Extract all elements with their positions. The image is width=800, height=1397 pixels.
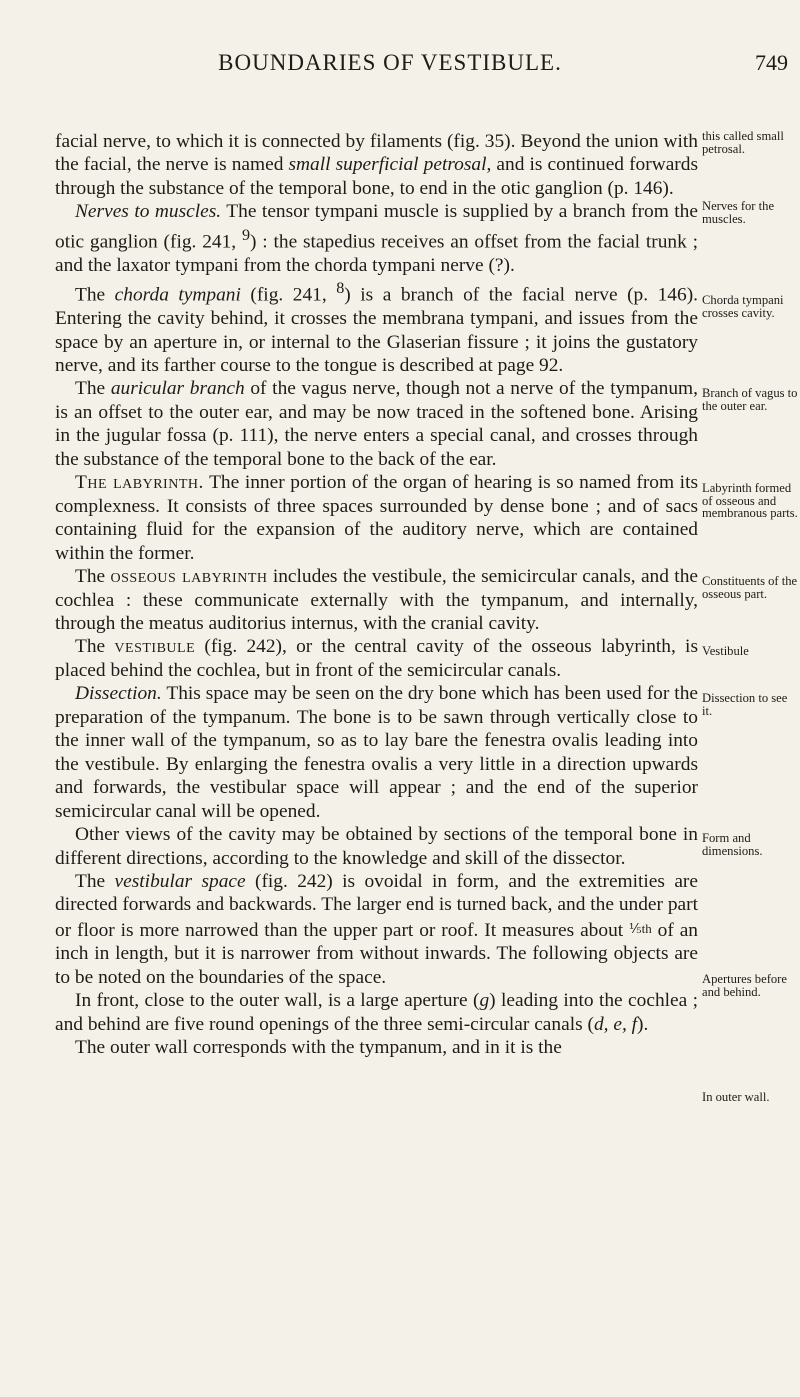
text-segment: chorda tympani — [114, 284, 241, 306]
text-segment: 9 — [241, 226, 251, 244]
text-segment: Other views of the cavity may be obtained by sections of the temporal bone in different directions, according to the knowledge and skill of the dissector. — [55, 824, 698, 869]
margin-note: Branch of vagus to the outer ear. — [702, 386, 798, 413]
running-head — [0, 50, 800, 80]
text-segment: This space may be seen on the dry bone which has been used for the preparation of the tympanum. The bone is to be sawn through vertically close to the inner wall of the tympanum, so as to lay bare the fenestra ovalis leading into the vestibule. By enlarging the fenestra ovalis a very little in a direction upwards and forwards, the vestibular space will appear ; and the end of the superior semicircular canal will be opened. — [55, 683, 698, 822]
text-segment: g — [479, 990, 490, 1012]
text-segment: of an inch in length, but it is narrower from without inwards. The following objects are to be noted on the boundaries of the space. — [55, 919, 698, 988]
text-segment: osseous labyrinth — [110, 566, 268, 588]
paragraph — [55, 277, 698, 377]
margin-note: Nerves for the muscles. — [702, 199, 775, 226]
paragraph — [55, 989, 698, 1036]
paragraph — [55, 870, 698, 989]
text-segment: , and is continued forwards through the substance of the temporal bone, to end in the otic ganglion (p. 146). — [55, 154, 698, 199]
text-segment: The tensor tympani muscle is supplied by a branch from the otic ganglion (fig. 241, — [55, 201, 698, 253]
running-title: BOUNDARIES OF VESTIBULE. — [218, 50, 562, 75]
margin-note: Form and dimensions. — [702, 831, 763, 858]
text-segment: ). — [637, 1013, 649, 1035]
paragraph — [55, 682, 698, 823]
text-segment: The outer wall corresponds with the tympanum, and in it is the — [75, 1037, 562, 1059]
margin-note: Vestibule — [702, 644, 749, 658]
paragraph — [55, 1036, 698, 1059]
text-segment: The — [75, 566, 111, 588]
text-segment: The labyrinth. — [75, 472, 204, 494]
text-segment: The — [75, 636, 115, 658]
margin-note: Dissection to see it. — [702, 691, 788, 718]
text-segment: (fig. 241, — [240, 284, 337, 306]
text-segment: includes the vestibule, the semicircular canals, and the cochlea : these communicate externally with the tympanum, and internally, through the meatus auditorius internus, with the cranial cavity. — [55, 566, 698, 634]
paragraph — [55, 130, 698, 200]
text-segment: small superficial petrosal — [288, 154, 487, 176]
text-segment: d, e, f — [593, 1013, 638, 1035]
text-segment: vestibular space — [114, 870, 246, 892]
text-segment: ) : the stapedius receives an offset from the facial trunk ; and the laxator tympani from the chorda tympani nerve (?). — [55, 231, 698, 276]
body-text — [55, 130, 698, 1060]
text-segment: The — [75, 378, 111, 400]
margin-note: this called small petrosal. — [702, 129, 784, 156]
text-segment: The inner portion of the organ of hearing is so named from its complexness. It consists of three spaces surrounded by dense bone ; and of sacs containing fluid for the expansion of the auditory nerve, which are contained within the former. — [55, 472, 699, 564]
paragraph — [55, 635, 698, 682]
paragraph — [55, 823, 698, 870]
text-segment: (fig. 242) is ovoidal in form, and the extremities are directed forwards and backwards. The larger end is turned back, and the under part or floor is more narrowed than the upper part or roof. It measures about — [55, 870, 699, 941]
paragraph — [55, 565, 698, 635]
text-segment: ) is a branch of the facial nerve (p. 146). Entering the cavity behind, it crosses the membrana tympani, and issues from the space by an aperture in, or internal to the Glaserian fissure ; it joins the gustatory nerve, and its farther course to the tongue is described at page 92. — [55, 284, 698, 377]
text-segment: In front, close to the outer wall, is a large aperture ( — [75, 990, 480, 1012]
text-segment: Nerves to muscles. — [75, 201, 222, 223]
page-number: 749 — [755, 50, 788, 75]
text-segment: ) leading into the cochlea ; and behind are five round openings of the three semi-circular canals ( — [55, 990, 698, 1035]
text-segment: 8 — [336, 280, 345, 298]
text-segment: facial nerve, to which it is connected by filaments (fig. 35). Beyond the union with the facial, the nerve is named — [55, 131, 698, 176]
text-segment: ⅕th — [629, 920, 652, 936]
text-segment: The — [75, 284, 115, 306]
text-segment: Dissection. — [75, 683, 162, 705]
margin-note: Constituents of the osseous part. — [702, 574, 798, 601]
margin-note: In outer wall. — [702, 1090, 770, 1104]
paragraph — [55, 377, 698, 471]
text-segment: auricular branch — [110, 378, 245, 400]
text-segment: The — [75, 870, 115, 892]
margin-note: Chorda tympani crosses cavity. — [702, 293, 784, 320]
paragraph — [55, 200, 698, 277]
text-segment: vestibule — [114, 636, 196, 658]
text-segment: of the vagus nerve, though not a nerve of the tympanum, is an offset to the outer ear, and may be now traced in the softened bone. Arising in the jugular fossa (p. 111), the nerve enters a special canal, and crosses through the substance of the temporal bone to the back of the ear. — [55, 378, 698, 470]
text-segment: (fig. 242), or the central cavity of the osseous labyrinth, is placed behind the cochlea, but in front of the semicircular canals. — [55, 636, 698, 681]
margin-note: Apertures before and behind. — [702, 972, 787, 999]
margin-note: Labyrinth formed of osseous and membranous parts. — [702, 481, 798, 520]
paragraph — [55, 471, 698, 565]
